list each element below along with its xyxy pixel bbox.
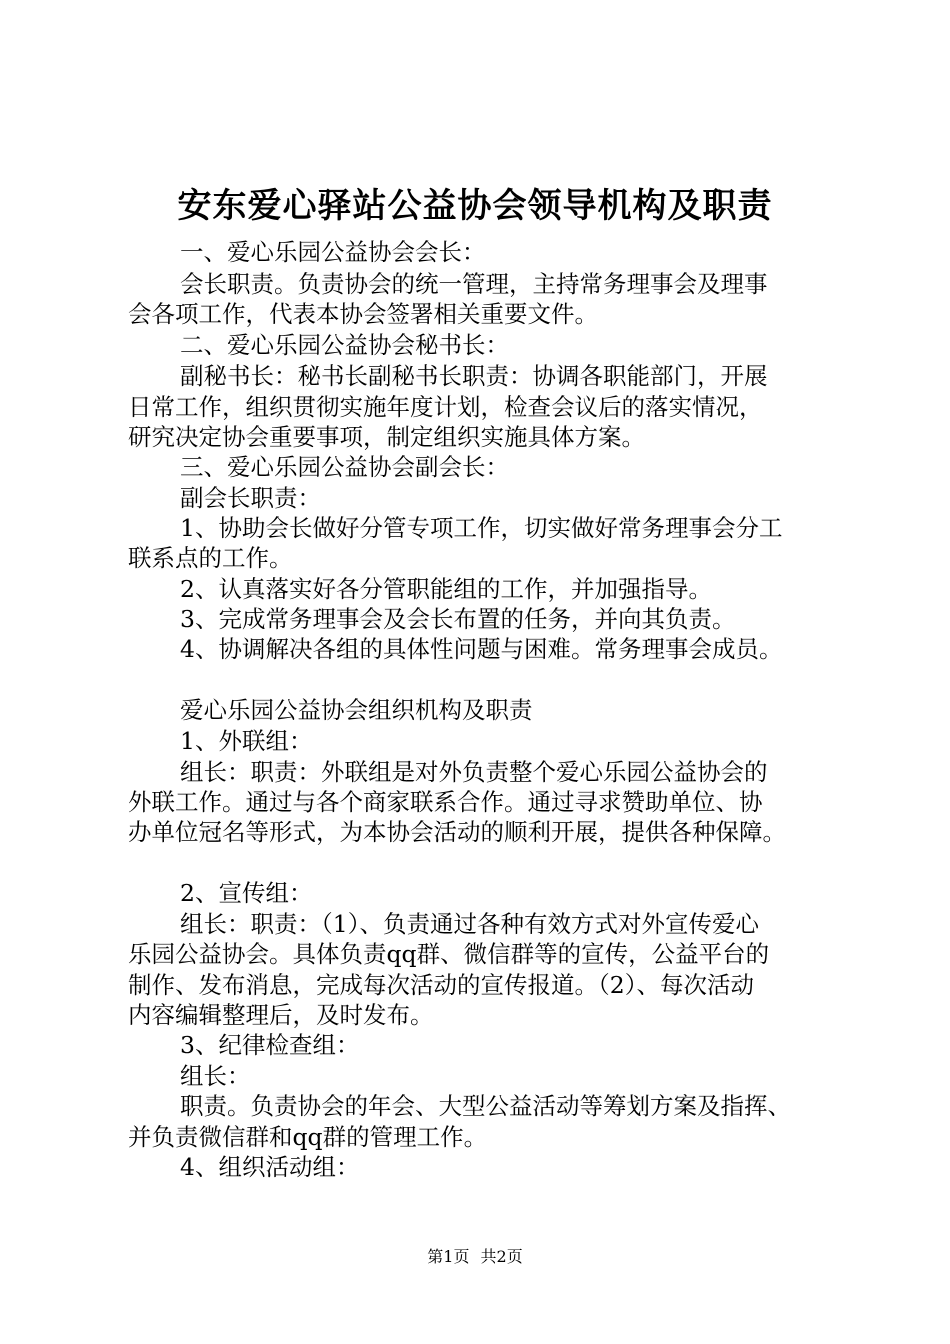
paragraph-line: 乐园公益协会。具体负责qq群、微信群等的宣传，公益平台的 bbox=[128, 940, 770, 968]
page-footer bbox=[0, 1244, 950, 1267]
paragraph-line: 制作、发布消息，完成每次活动的宣传报道。（2）、每次活动 bbox=[128, 971, 754, 999]
list-item: 4、协调解决各组的具体性问题与困难。常务理事会成员。 bbox=[180, 635, 783, 663]
section-heading: 爱心乐园公益协会组织机构及职责 bbox=[180, 696, 533, 724]
paragraph-line: 组长：职责：（1）、负责通过各种有效方式对外宣传爱心 bbox=[180, 910, 759, 938]
paragraph-line: 办单位冠名等形式，为本协会活动的顺利开展，提供各种保障。 bbox=[128, 818, 786, 846]
list-item: 1、协助会长做好分管专项工作，切实做好常务理事会分工 bbox=[180, 514, 783, 542]
paragraph-line: 会各项工作，代表本协会签署相关重要文件。 bbox=[128, 300, 598, 328]
paragraph-line: 职责。负责协会的年会、大型公益活动等筹划方案及指挥、 bbox=[180, 1092, 791, 1120]
paragraph-line: 副秘书长：秘书长副秘书长职责：协调各职能部门，开展 bbox=[180, 362, 768, 390]
group-heading: 3、纪律检查组： bbox=[180, 1031, 360, 1059]
list-item: 2、认真落实好各分管职能组的工作，并加强指导。 bbox=[180, 575, 712, 603]
paragraph-line: 日常工作，组织贯彻实施年度计划，检查会议后的落实情况， bbox=[128, 393, 763, 421]
group-heading: 2、宣传组： bbox=[180, 879, 313, 907]
paragraph-line: 并负责微信群和qq群的管理工作。 bbox=[128, 1123, 488, 1151]
heading-president: 一、爱心乐园公益协会会长： bbox=[180, 238, 486, 266]
paragraph-line: 副会长职责： bbox=[180, 484, 321, 512]
document-title: 安东爱心驿站公益协会领导机构及职责 bbox=[177, 186, 773, 226]
paragraph-line: 联系点的工作。 bbox=[128, 544, 293, 572]
paragraph-line: 外联工作。通过与各个商家联系合作。通过寻求赞助单位、协 bbox=[128, 788, 763, 816]
paragraph-line: 组长：职责：外联组是对外负责整个爱心乐园公益协会的 bbox=[180, 758, 768, 786]
paragraph-line: 会长职责。负责协会的统一管理，主持常务理事会及理事 bbox=[180, 270, 768, 298]
heading-secretary: 二、爱心乐园公益协会秘书长： bbox=[180, 331, 509, 359]
page-number: 第1页 bbox=[427, 1247, 470, 1266]
paragraph-line: 组长： bbox=[180, 1062, 251, 1090]
list-item: 3、完成常务理事会及会长布置的任务，并向其负责。 bbox=[180, 605, 736, 633]
page-total: 共2页 bbox=[480, 1247, 523, 1266]
paragraph-line: 内容编辑整理后，及时发布。 bbox=[128, 1001, 434, 1029]
heading-vice-president: 三、爱心乐园公益协会副会长： bbox=[180, 453, 509, 481]
group-heading: 4、组织活动组： bbox=[180, 1153, 360, 1181]
paragraph-line: 研究决定协会重要事项，制定组织实施具体方案。 bbox=[128, 423, 645, 451]
group-heading: 1、外联组： bbox=[180, 727, 313, 755]
